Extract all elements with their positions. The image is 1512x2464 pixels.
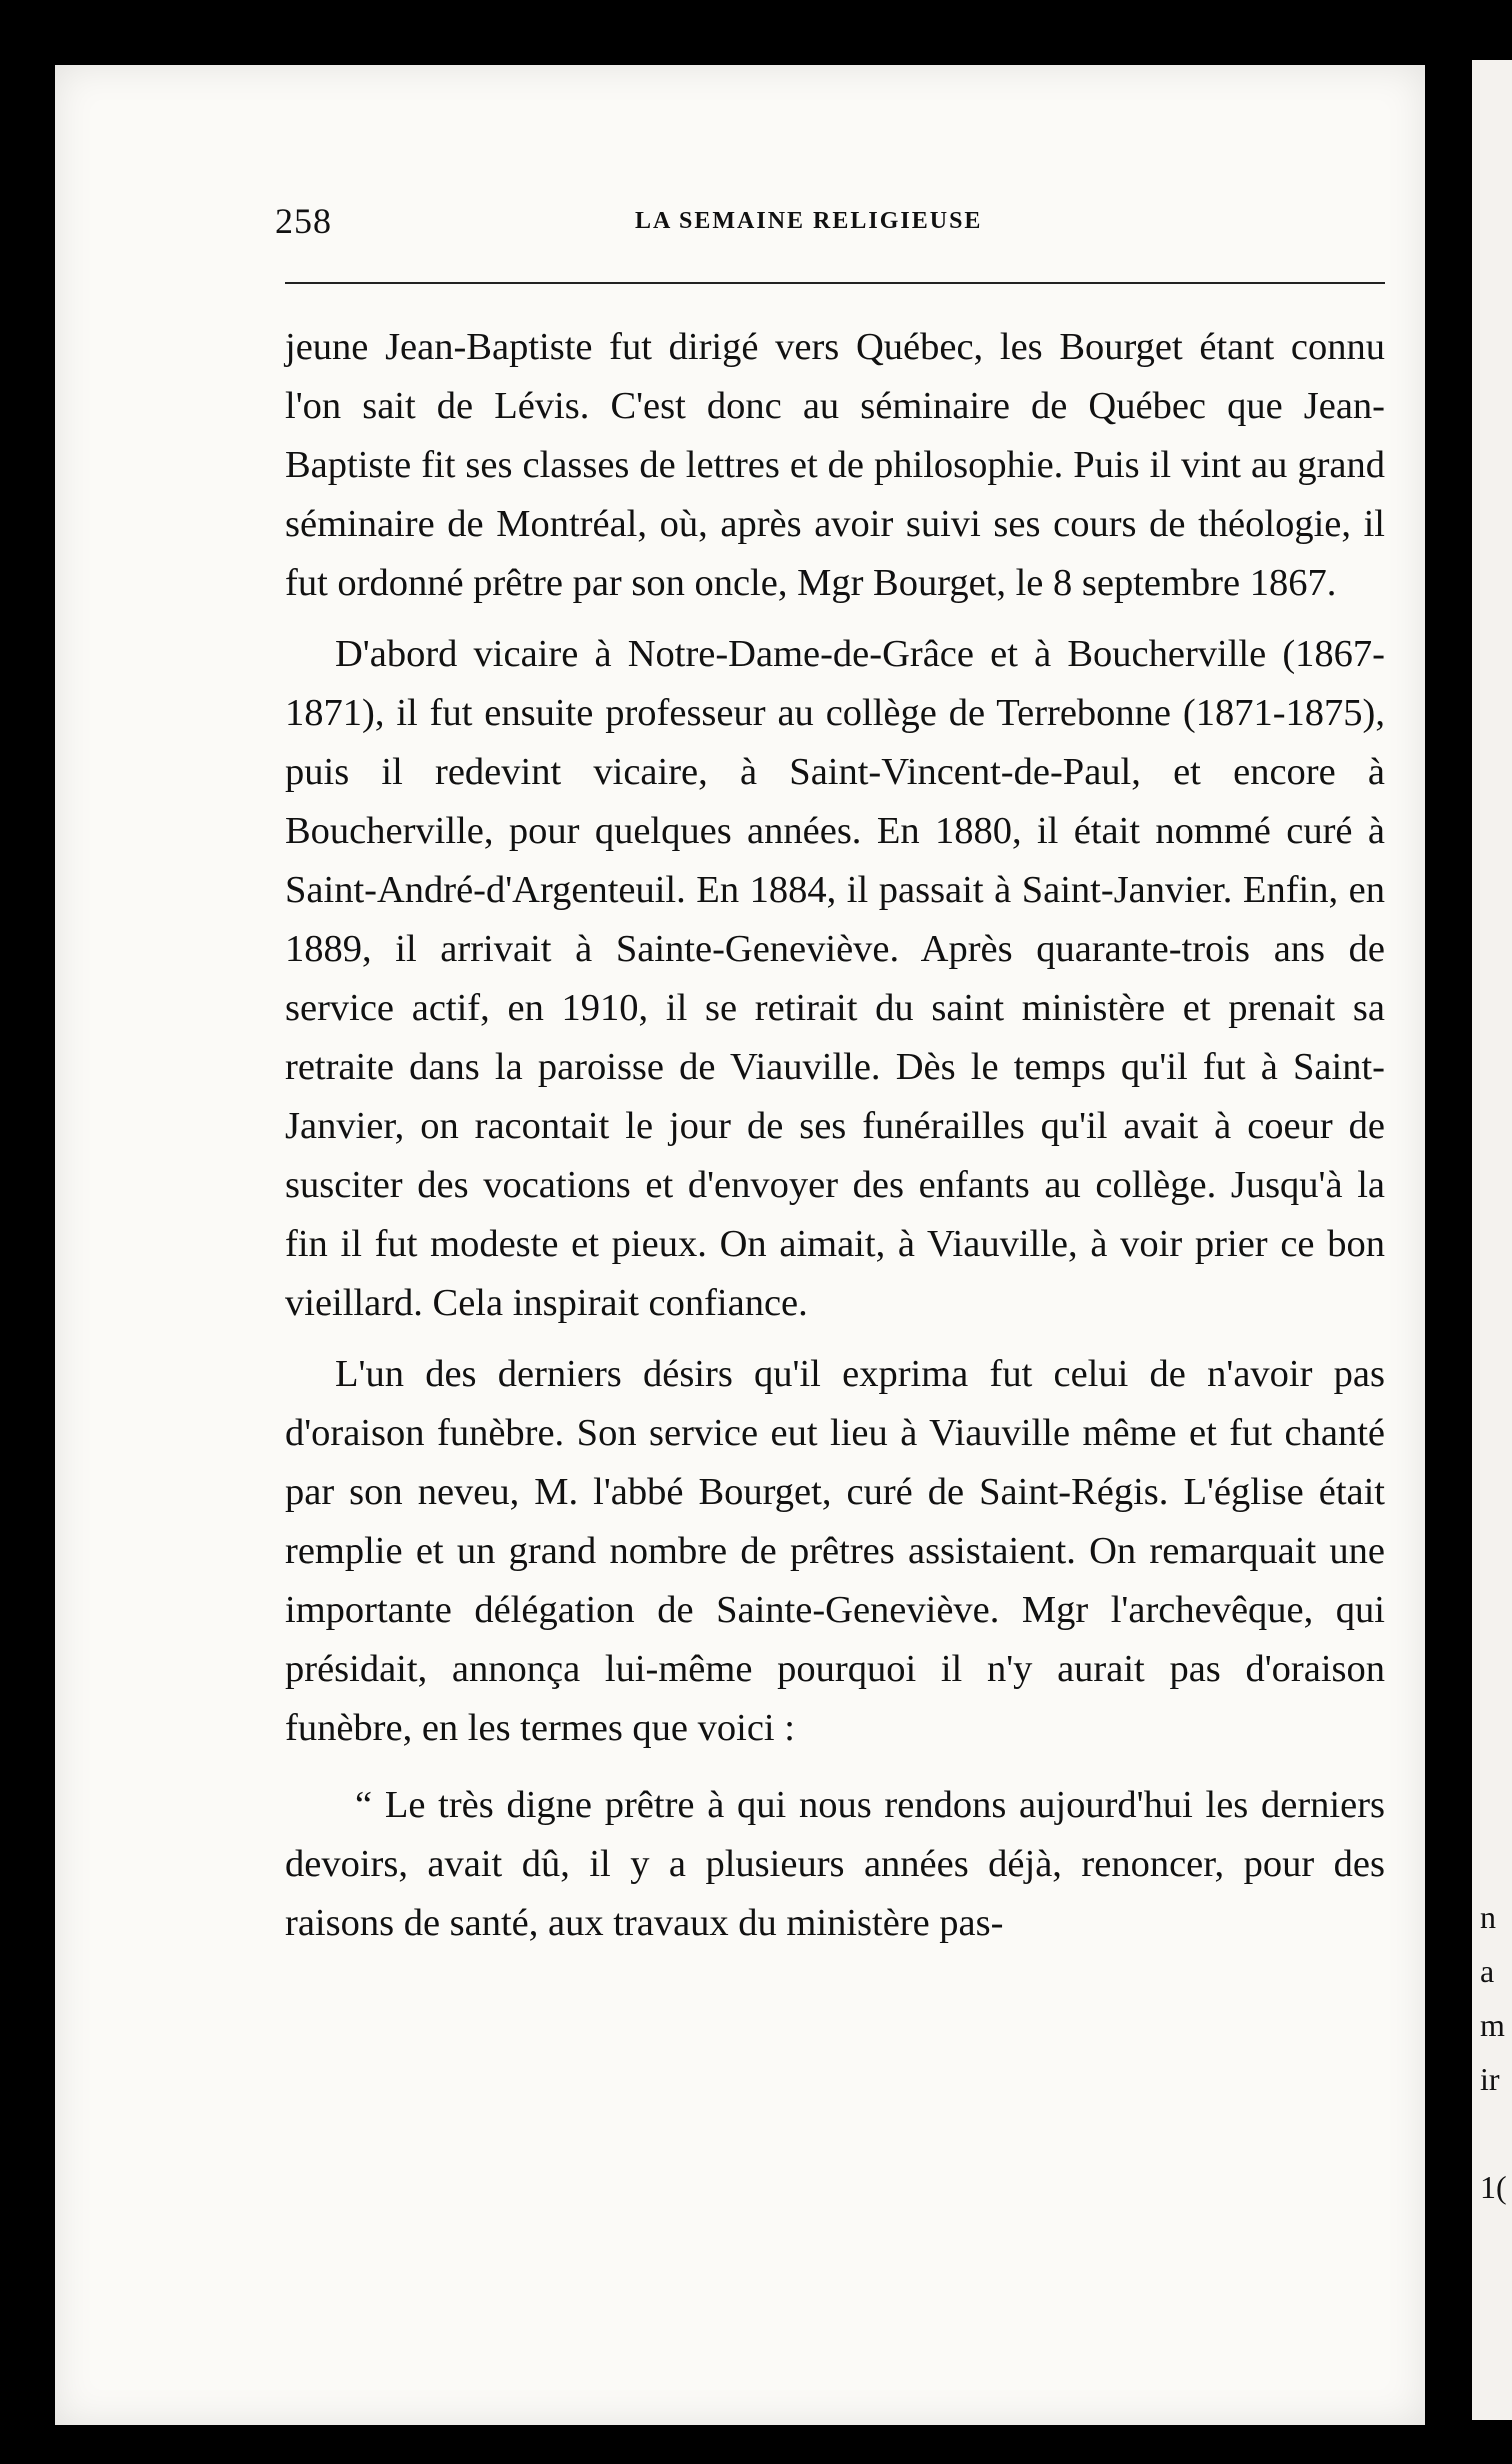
paragraph-career: D'abord vicaire à Notre-Dame-de-Grâce et à Boucherville (1867-1871), il fut ensuite professeur au collège de Terrebonne (1871-1875), puis il redevint vicaire, à Saint-Vincent-de-Paul, et encore à Boucherville, pour quelques années. En 1880, il était nommé curé à Saint-André-d'Argenteuil. En 1884, il passait à Saint-Janvier. Enfin, en 1889, il arrivait à Sainte-Geneviève. Après quarante-trois ans de service actif, en 1910, il se retirait du saint ministère et prenait sa retraite dans la paroisse de Viauville. Dès le temps qu'il fut à Saint-Janvier, on racontait le jour de ses funérailles qu'il avait à coeur de susciter des vocations et d'envoyer des enfants au collège. Jusqu'à la fin il fut modeste et pieux. On aimait, à Viauville, à voir prier ce bon vieillard. Cela inspirait confiance. — [285, 633, 1385, 1324]
adjacent-page-fragment: n a m ir 1( — [1480, 1899, 1507, 2205]
paragraph-quote: “ Le très digne prêtre à qui nous rendons aujourd'hui les derniers devoirs, avait dû, il y a plusieurs années déjà, renoncer, pour des raisons de santé, aux travaux du ministère pas- — [285, 1784, 1385, 1944]
paragraph-funeral: L'un des derniers désirs qu'il exprima fut celui de n'avoir pas d'oraison funèbre. Son service eut lieu à Viauville même et fut chanté par son neveu, M. l'abbé Bourget, curé de Saint-Régis. L'église était remplie et un grand nombre de prêtres assistaient. On remarquait une importante délégation de Sainte-Geneviève. Mgr l'archevêque, qui présidait, annonça lui-même pourquoi il n'y aurait pas d'oraison funèbre, en les termes que voici : — [285, 1353, 1385, 1749]
header-rule — [285, 282, 1385, 284]
page-number: 258 — [275, 201, 332, 241]
running-title: LA SEMAINE RELIGIEUSE — [635, 208, 983, 234]
body-text — [285, 318, 1385, 1965]
page-header — [215, 200, 1390, 260]
paragraph-continuation: jeune Jean-Baptiste fut dirigé vers Québec, les Bourget étant connu l'on sait de Lévis. C'est donc au séminaire de Québec que Jean-Baptiste fit ses classes de lettres et de philosophie. Puis il vint au grand séminaire de Montréal, où, après avoir suivi ses cours de théologie, il fut ordonné prêtre par son oncle, Mgr Bourget, le 8 septembre 1867. — [285, 326, 1385, 604]
